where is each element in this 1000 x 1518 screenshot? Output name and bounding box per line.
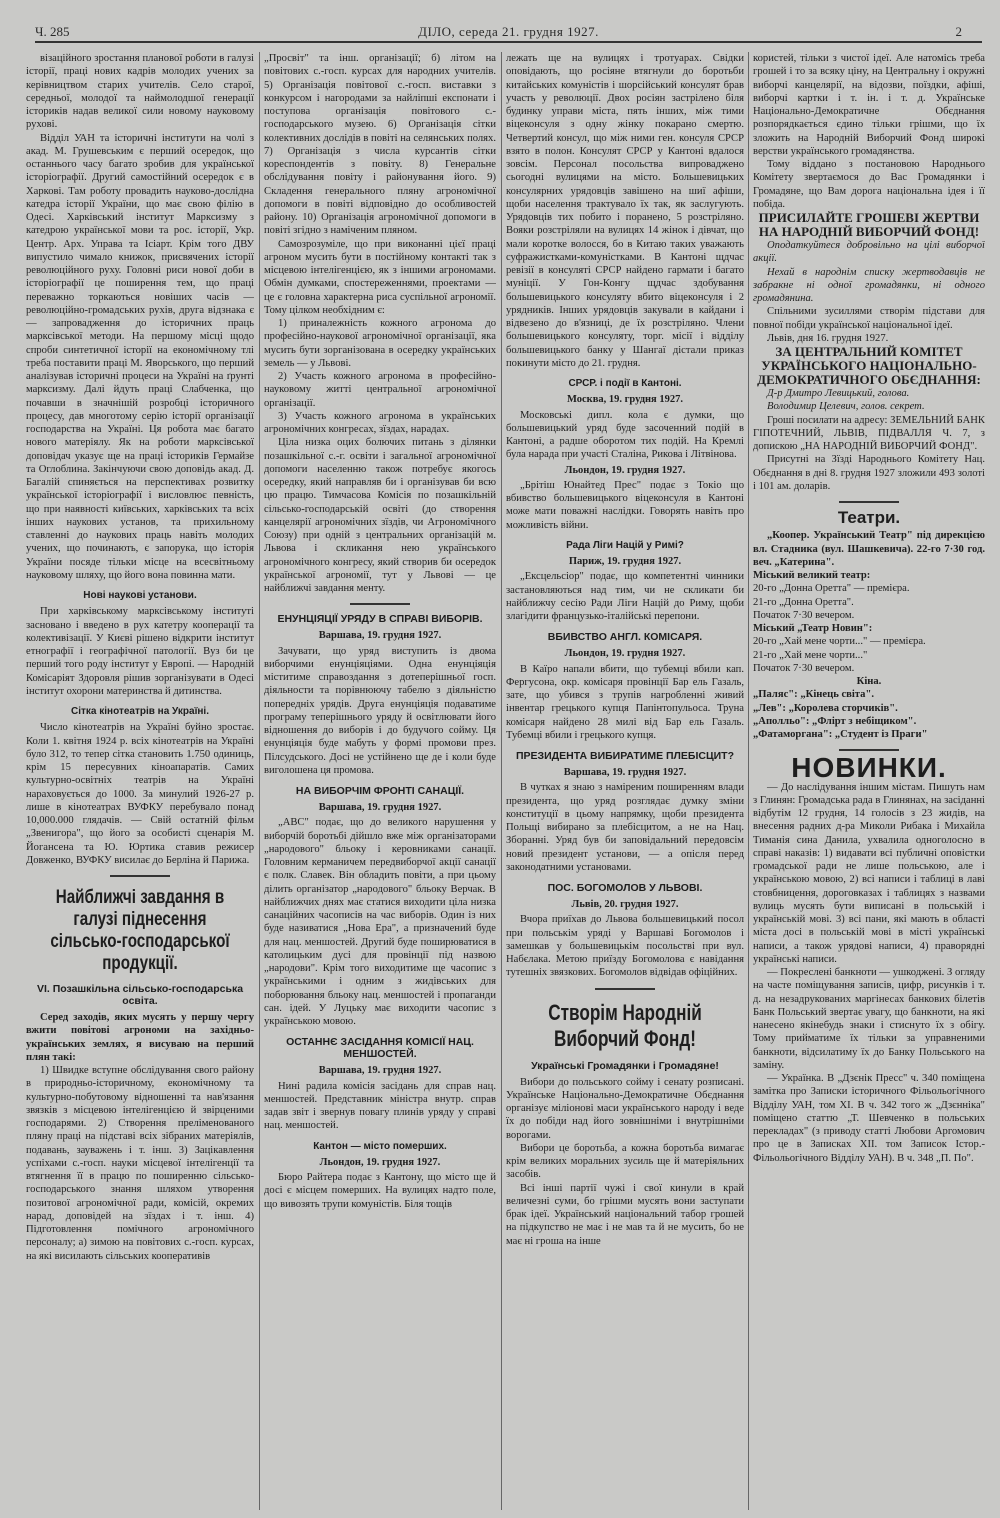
paragraph: ЗА ЦЕНТРАЛЬНИЙ КОМІТЕТ УКРАЇНСЬКОГО НАЦІОНАЛЬНО-ДЕМОКРАТИЧНОГО ОБЄДНАННЯ:: [757, 344, 981, 387]
dateline: Варшава, 19. грудня 1927.: [318, 1065, 442, 1077]
paragraph: 20-го „Донна Оретта" — премієра.: [753, 583, 910, 595]
dateline: Москва, 19. грудня 1927.: [566, 394, 683, 406]
paragraph: „Коопер. Український Театр" під дирекцією вл. Стадника (вул. Шашкевича). 22-го 7·30 год. веч. „Катерина".: [753, 530, 985, 568]
paragraph: користей, тільки з чистої ідеї. Але натомісь треба грошей і то за всяку ціну, на Центральну і окружні виборчі канцелярії, на відозви, поїздки, афіші, виборчі картки і т. ін. і т. д. Українське Національно-Демократичне Обєднання розпорядкається єдино тільки грішми, що їх зложить на Народній Виборчий Фонд широкі верстви українського громадянства.: [753, 53, 985, 157]
paragraph: Тому віддано з постановою Народнього Комітету звертаємося до Вас Громадянки і Громадяне, що Вам дорога національна ідея і її побіда.: [753, 159, 985, 210]
paragraph: Нехай в народнім списку жертводавців не забракне ні одної громадянки, ні одного громадянина.: [753, 266, 985, 304]
subheading: Сітка кінотеатрів на Україні.: [71, 706, 209, 717]
column-2: [264, 52, 496, 1514]
paragraph: Оподаткуйтеся добровільно на цілі виборчої акції.: [753, 240, 985, 265]
paragraph: 20-го „Хай мене чорти..." — премієра.: [753, 636, 926, 648]
paragraph: — Українка. В „Дзєнік Пресс" ч. 340 поміщена замітка про Записки історичного Фільольогічного Відділу УАН, том XI. В ч. 342 того ж „Дзєнніка" поміщено статтю „Т. Шевченко в польських перекладах" (з приводу статті Любови Аргомович про це в Записках XII. том Записок Істор.-Фільольогічного Відділу УАН). В ч. 348 „П. По".: [753, 1073, 985, 1164]
section-rule: [839, 749, 899, 751]
section-title: Театри.: [837, 508, 901, 527]
article-title: Найближчі завдання в галузі піднесення сільсько-господарської продукції.: [50, 887, 230, 974]
paragraph: Вчора приїхав до Львова большевицький посол при польськім уряді у Варшаві Богомолов і замешкав у большевицькім посольстві при вул. Набєлака. Метою приїзду Богомолова є навідання тутешніх звязкових. Богомолов відвідав офіційних.: [506, 914, 744, 979]
section-rule: [110, 875, 170, 877]
paragraph: Початок 7·30 вечером.: [753, 609, 855, 621]
paragraph: Нині радила комісія засідань для справ нац. меншостей. Представник міністра внутр. справ задав звіт і звернув повагу плинів уряду у справі нац. меншостей.: [264, 1080, 496, 1132]
paragraph: 1) Швидке вступне обслідування свого району в природньо-історичному, економічному та культурно-побутовому відношенні та нав'язання звязків з місцевою інтелігенцією й звірценими господарями. 2) Створення преліменованого пляну праці на підставі всіх зібраних матеріялів, подавань, зауважень і т. інш. 3) Зацікавлення успіхами с.-госп. науки місцевої інтелігенції та втягнення її в працю по поширенню сільсько-господарського знання шляхом утворення позитової агрономічної ради, комісій, окремих нарад, доповідей на зїздах і т. інш. 4) Підготовлення помічного агрономічного персоналу; а) зимою на повітових с.-госп. курсах, на які висилають сільських кооперативів: [26, 1065, 254, 1262]
paragraph: 1) приналежність кожного агронома до професійно-наукової агрономічної організації, яка мусить бути зорганізована в осередку українських земель — у Львові.: [264, 318, 496, 369]
dateline: Варшава, 19. грудня 1927.: [318, 630, 442, 642]
paragraph: Львів, дня 16. грудня 1927.: [767, 332, 889, 344]
paragraph: візаційного зростання планової роботи в галузі історії, праці нових кадрів молодих учених за керівництвом старих учителів. Село старої, середньої, молодої та наймолодшої генерації істориків надав великої сили новому науковому рухові.: [26, 53, 254, 131]
paragraph: Присутні на Зїзді Народнього Комітету Нац. Обєднання в дні 8. грудня 1927 зложили 493 золоті і 101 ам. доларів.: [753, 454, 985, 492]
paragraph: 2) Участь кожного агронома в професійно-науковому житті центральної агрономічної організації.: [264, 371, 496, 409]
paragraph: Міський „Театр Новин":: [753, 623, 873, 634]
paragraph: Вибори до польського сойму і сенату розписані. Українське Національно-Демократичне Обєднання організує міліонові маси українського народу і веде їх до побіди над його зовнішніми і внутрішніми ворогами.: [506, 1076, 744, 1141]
column-divider: [501, 52, 502, 1510]
headline: ПРЕЗИДЕНТА ВИБИРАТИМЕ ПЛЕБІСЦИТ?: [516, 750, 734, 762]
paragraph: „Лев": „Королева сторчиків".: [753, 702, 898, 714]
paragraph: Ціла низка оцих болючих питань з ділянки позашкільної с.-г. освіти і загальної агрономічної допомоги населенню також потребує якогось осередку, який направляв би і організував би всю цю працю. Тимчасова Комісія по позашкільній сільсько-господарській освіті (до створення канцелярії агрономічних зїздів, чи Агрономічного Союзу) при одній з центральних організацій м. Львова і скликання нею українського агрономічного конгресу, який створив би осередок української агрономії, тут у Львові — це найближчі завдання менту.: [264, 437, 496, 594]
paragraph: „Просвіт" та інш. організації; б) літом на повітових с.-госп. курсах для народних учителів. 5) Організація повітової с.-госп. виставки з конкурсом і нагородами за найліпші експонати і поступова організація повітового с.-господарського музею. 6) Організація сітки колективних дослідів в повіті на селянських полях. 7) Організація з числа курсантів сітки кореспондентів з повіту. 8) Генеральне обслідування повіту і районування його. 9) Складення генерального пляну агрономічної допомоги в повіті відповідно до особливостей району. 10) Організація агрономічної допомоги в повіті згідно з наміченим пляном.: [264, 53, 496, 237]
subheading: Кантон — місто померших.: [313, 1140, 447, 1152]
masthead: ДІЛО, середа 21. грудня 1927.: [418, 24, 599, 39]
paragraph: Московські дипл. кола є думки, що большевицький уряд буде засоченний подій в Кантоні, а радше оборотом тих подій. На Кремлі була нарада при участі Сталіна, Рикова і Літвінова.: [506, 409, 744, 461]
dateline: Варшава, 19. грудня 1927.: [318, 802, 442, 813]
column-4: [753, 52, 985, 1514]
headline: ОСТАННЄ ЗАСІДАННЯ КОМІСІЇ НАЦ. МЕНШОСТЕЙ.: [286, 1036, 474, 1061]
paragraph: 21-го „Донна Оретта".: [753, 596, 854, 608]
headline: ВБИВСТВО АНГЛ. КОМІСАРЯ.: [547, 631, 703, 644]
paragraph: Гроші посилати на адресу: ЗЕМЕЛЬНИЙ БАНК ГІПОТЕЧНИЙ, ЛЬВІВ, ПІДВАЛЛЯ Ч. 7, з допискою „НА НАРОДНІЙ ВИБОРЧИЙ ФОНД".: [753, 414, 985, 452]
paragraph: Зачувати, що уряд виступить із двома виборчими енунціяціями. Одна енунціяція міститиме справоздання з дотеперішньої госп. діяльности та порівнюючу табелю з діяльністю попередніх урядів. Друга енунціяція подаватиме програму теперішнього уряду й освітлювати його відношення до виборів і до будучого сойму. Ця енунціяція буде мабуть у формі промови през. Пілсудського. Досі не устійнено ще де і коли буде виголошена ця промова.: [264, 645, 496, 776]
section-rule: [595, 988, 655, 990]
paragraph: лежать ще на вулицях і тротуарах. Свідки оповідають, що росіяне втягнули до боротьби китайських комуністів і шорсійський консулят брав участь у революції. Двох росіян застрілено біля будинку управи міста, пять інших, між тими віцеконсуля з одну жінку покарано смертю. Четвертий консул, що між ними ген. консуля СРСР взято в полон. Консулят СРСР у Кантоні вдалося зовсім. Персонал посольства випроваджено сьогодні вулицями на місто. Большевицьких консулярних урядовців завішено на шиї афіши, щоби населення трактувало їх так, як заслугують. Урядовців тих побито і поранено, 5 розстріляно. Вояки розстріляли на вулицях 14 жінок і дівчат, що мали коротке волосся, бо в Китаю таких уважають суфражистками-комуністками. В Кантоні щдчас ревізії в консуляті СРСР найдено гармати і багато муніції. У Гон-Конгу щдчас здобування большевицького консуляту вбито віцеконсуля і 2 урядників. Інших урядовців закували в кайдани і відвезено до в'язниці, де їх розстріляно. Члени большевицького консуляту, торг. місії і відділу большевицького банку у Шангаї дістали приказ покинути місто до 21. грудня.: [506, 53, 744, 369]
column-1: [26, 52, 254, 1514]
subheading: Рада Ліги Націй у Римі?: [566, 539, 684, 551]
paragraph: Вибори це боротьба, а кожна боротьба вимагає крім великих моральних зусиль ще й матеріяльних засобів.: [506, 1142, 744, 1181]
appeal-title: Створім Народній Виборчий Фонд!: [548, 999, 702, 1051]
section-rule: [839, 501, 899, 503]
paragraph: 21-го „Хай мене чорти...": [753, 649, 868, 661]
headline: Українські Громадянки і Громадяне!: [531, 1059, 719, 1072]
paragraph: — Покреслені банкноти — ушкоджені. З огляду на часте поміщування записів, цифр, рисунків і т. д. на незадрукованих маргінесах банкових білетів Банк Польський звертає увагу, що банкноти, на які нанесено якінебудь знаки і стиснуто їх з обігу. Тому прийматиме їх тільки за управненими банкноти, відсилатиму їх до Банку Польського на заміну.: [753, 967, 985, 1071]
header-rule: [35, 41, 982, 43]
paragraph: Всі інші партії чужі і свої кинули в край величезні суми, бо грішми мусять вони заступати брак ідеї. Український національний табор грошей на підкупство не має і не мав та й не мусить, бо не має ні гроша на інше: [506, 1182, 744, 1247]
paragraph: ПРИСИЛАЙТЕ ГРОШЕВІ ЖЕРТВИ НА НАРОДНІЙ ВИБОРЧИЙ ФОНД!: [758, 210, 980, 239]
paragraph: При харківському марксівському інституті засновано і введено в рух катетру кооперації та колективізації. У Києві рішено відкрити інститут етнографії і географічної патології. Вуз би це перший того роду інститут у Европі. — Народній Комісаріят Здоровля рішив зорганізувати в Одесі інститут охорони материнства й дитинства.: [26, 606, 254, 697]
page-header: [35, 24, 982, 40]
section-title: НОВИНКИ.: [791, 752, 947, 784]
paragraph: Кіна.: [856, 676, 882, 687]
paragraph: Серед заходів, яких мусять у першу чергу вжити повітові агрономи на західньо-українських землях, я висуваю на перший плян такі:: [26, 1012, 254, 1063]
paragraph: В Каїро напали вбити, що тубемці вбили кап. Фергусона, окр. комісаря провінції Бар ель Газаль, зате, що убився з трупів нагробленні живий інвентар грецького купця Папінтопульоса. Труна комісаря найдено 28 милі від Бар ель Газаль. Тубемці вбили і грецького купця.: [506, 663, 744, 741]
paragraph: „Паляс": „Кінець світа".: [753, 689, 874, 701]
dateline: Льондон, 19. грудня 1927.: [319, 1156, 441, 1168]
column-3: [506, 52, 744, 1514]
dateline: Варшава, 19. грудня 1927.: [563, 767, 687, 778]
paragraph: „АВС" подає, що до великого нарушення у виборчій боротьбі дійшло вже між організаторами „народового" бльоку і керовниками санації. Головним керманичем передвиборчої акції санації є полк. Славек. Він обладить повіти, а при цьому ділить організатор „народового" бльоку Верчак. В найближчих днях має статися виходити ціла низка санаційних часописів на час виборів. Один із них буде називатися „Нова Ера", а призначений буде для нац. меншостей. Другий буде поширюватися в католицьким дусі для провінції під назвою „народови". Крім того виходитиме ще часопис з українськими і одним з жидівських для поборювання бльоку нац. меншостей і пропаганди сан. ідей. У Луцьку має виходити часопис з українською мовою.: [264, 817, 496, 1027]
paragraph: — До наслідування іншим містам. Пишуть нам з Глинян: Громадська рада в Глинянах, на засіданні відбутім 12 грудня, 14 голосів з 23 жидів, на внесення радних д-ра Миколи Рибака і Михайла Тиманія сина Данила, ухвалила одноголосно в справі наказів: 1) видавати всі публичні оповістки громадської ради не лише польською, але і українською мовою, 2) всі написи і таблиці в лаві стовбницення, дороговказах і таблицях з назвами вулиць мусять бути виписані в польській і українській мові. 3) всі пани, які мають в області міста досі в польській мові в місті українські написи, а також урядові написи, 4) праворядні українські написи.: [753, 781, 985, 965]
section-rule: [350, 603, 410, 605]
column-divider: [748, 52, 749, 1510]
paragraph: Відділ УАН та історичні інститути на чолі з акад. М. Грушевським є перший осередок, що останнього часу багато зробив для української історіографії. Другий самостійний осередок є в Харкові. Там роботу провадить науково-дослідна катедра історії України, що має свою філію в Одесі. Харківський інститут Марксизму з катедрою української мови та рос. історії, Укр. Центр. Арх. Управа та Ісіарт. Крім того ДВУ випустило чимало книжок, присвячених історії революційного руху. Головні риси нової доби в історіографії це поширення тем, що праці переважно торкаються новіших часів — революційно-громадських рухів, друга відзнака є — запровадження до історичних праць марксівської методи. На першому місці щодо спроби синтетичної історії на економічному тлі треба поставити праці М. Яворського, що перший аналізував історичні процеси на Україні на ґрунті марксизму. Далі йдуть праці Слабченка, що почавши в значнішій розробці історичного процесу, дав многотому серію історії організації господарства на Україні. Ця робота має багато нового матеріялу. Як на роботи марксівської доповідач указує ще на праці істориків Гермайзе та Оглоблина. Закінчуючи свою доповідь акад. Д. Багалій спиняється на перспективах розвитку української історіографії і висловлює певність, що при наявності київських, харківських та всіх інших наукових установ, та прихильному ставленні до наукових праць навіть молодих учених, що починають, є запорука, що історія України посяде тільки місце на всесвітньому науковому шляху, що його вона повинна мати.: [26, 132, 254, 581]
paragraph: „Аполльо": „Флірт з небіщиком".: [753, 715, 917, 727]
paragraph: Самозрозуміле, що при виконанні цієї праці агроном мусить бути в постійному контакті так з місцевою інтелігенцією, як з іншими агрономами. Обмін думками, спостереженнями, проектами — це є головна характерна риса суспільної агрономії. Тому цілком необхідним є:: [264, 238, 496, 316]
paragraph: Міський великий театр:: [753, 570, 871, 581]
paragraph: Бюро Райтера подає з Кантону, що місто ще й досі є місцем померших. На вулицях надто поле, що вивозять трупи комуністів. Біля тощів: [264, 1172, 496, 1210]
page-number: 2: [955, 24, 962, 39]
paragraph: Число кінотеатрів на Україні буйно зростає. Коли 1. квітня 1924 р. всіх кінотеатрів на Україні було 312, то тепер сітка становить 1.750 одиниць, крім 15 пересувних кіноапаратів. Самих культурно-освітніх театрів на Україні нараховується до 1000. За минулий 1926-27 р. лише в кінотеатрах ВУФКУ перебувало понад 10,000.000 глядачів. — Свій остатній фільм „Звенигора", що його за особисті сценарія М. Йогансена та Ю. Юртика ставив режисер Довженко, ВУФКУ висилає до Берліна й Парижа.: [26, 722, 254, 866]
dateline: Львів, 20. грудня 1927.: [571, 899, 679, 910]
headline: ЕНУНЦІЯЦІЇ УРЯДУ В СПРАВІ ВИБОРІВ.: [277, 613, 483, 626]
paragraph: „Ексцельсіор" подає, що компетентні чинники застановляються над тим, чи не скликати би найближчу сесію Ради Ліги Націй до Риму, щоби злагідити французько-італійські перепони.: [506, 571, 744, 622]
paragraph: Д-р Дмитро Левицький, голова.: [767, 388, 910, 399]
paragraph: Володимир Целевич, голов. секрет.: [767, 401, 925, 413]
paragraph: „Фатаморгана": „Студент із Праги": [753, 729, 928, 740]
paragraph: „Брітіш Юнайтед Прес" подає з Токіо що вбивство большевицького віцеконсуля в Кантоні може мати поважні наслідки. Говорять навіть про можливість війни.: [506, 479, 744, 531]
dateline: Париж, 19. грудня 1927.: [568, 556, 682, 567]
dateline: Льондон, 19. грудня 1927.: [564, 648, 686, 660]
headline: VI. Позашкільна сільсько-господарська освіта.: [36, 983, 244, 1007]
paragraph: 3) Участь кожного агронома в українських агрономічних конгресах, зїздах, нарадах.: [264, 410, 496, 435]
subheading: СРСР. і події в Кантоні.: [568, 378, 682, 389]
paragraph: Початок 7·30 вечером.: [753, 662, 855, 674]
headline: ПОС. БОГОМОЛОВ У ЛЬВОВІ.: [547, 882, 703, 894]
column-divider: [259, 52, 260, 1510]
paragraph: В чутках я знаю з наміреним поширенням влади президента, що уряд розглядає думку зміни конституції в цьому напрямку, щоби президента Польщі вибирано за плебісцитом, а не на Нац. Зборанні. Уряд був би заповідальний передовсім новий президент установи, — а опісля перед законодатними установами.: [506, 782, 744, 873]
headline: НА ВИБОРЧІМ ФРОНТІ САНАЦІЇ.: [295, 785, 465, 797]
issue-number: Ч. 285: [35, 24, 70, 39]
subheading: Нові наукові установи.: [83, 590, 197, 601]
paragraph: Спільними зусиллями створім підстави для повної побіди української національної ідеї.: [753, 306, 985, 331]
dateline: Льондон, 19. грудня 1927.: [564, 464, 686, 476]
